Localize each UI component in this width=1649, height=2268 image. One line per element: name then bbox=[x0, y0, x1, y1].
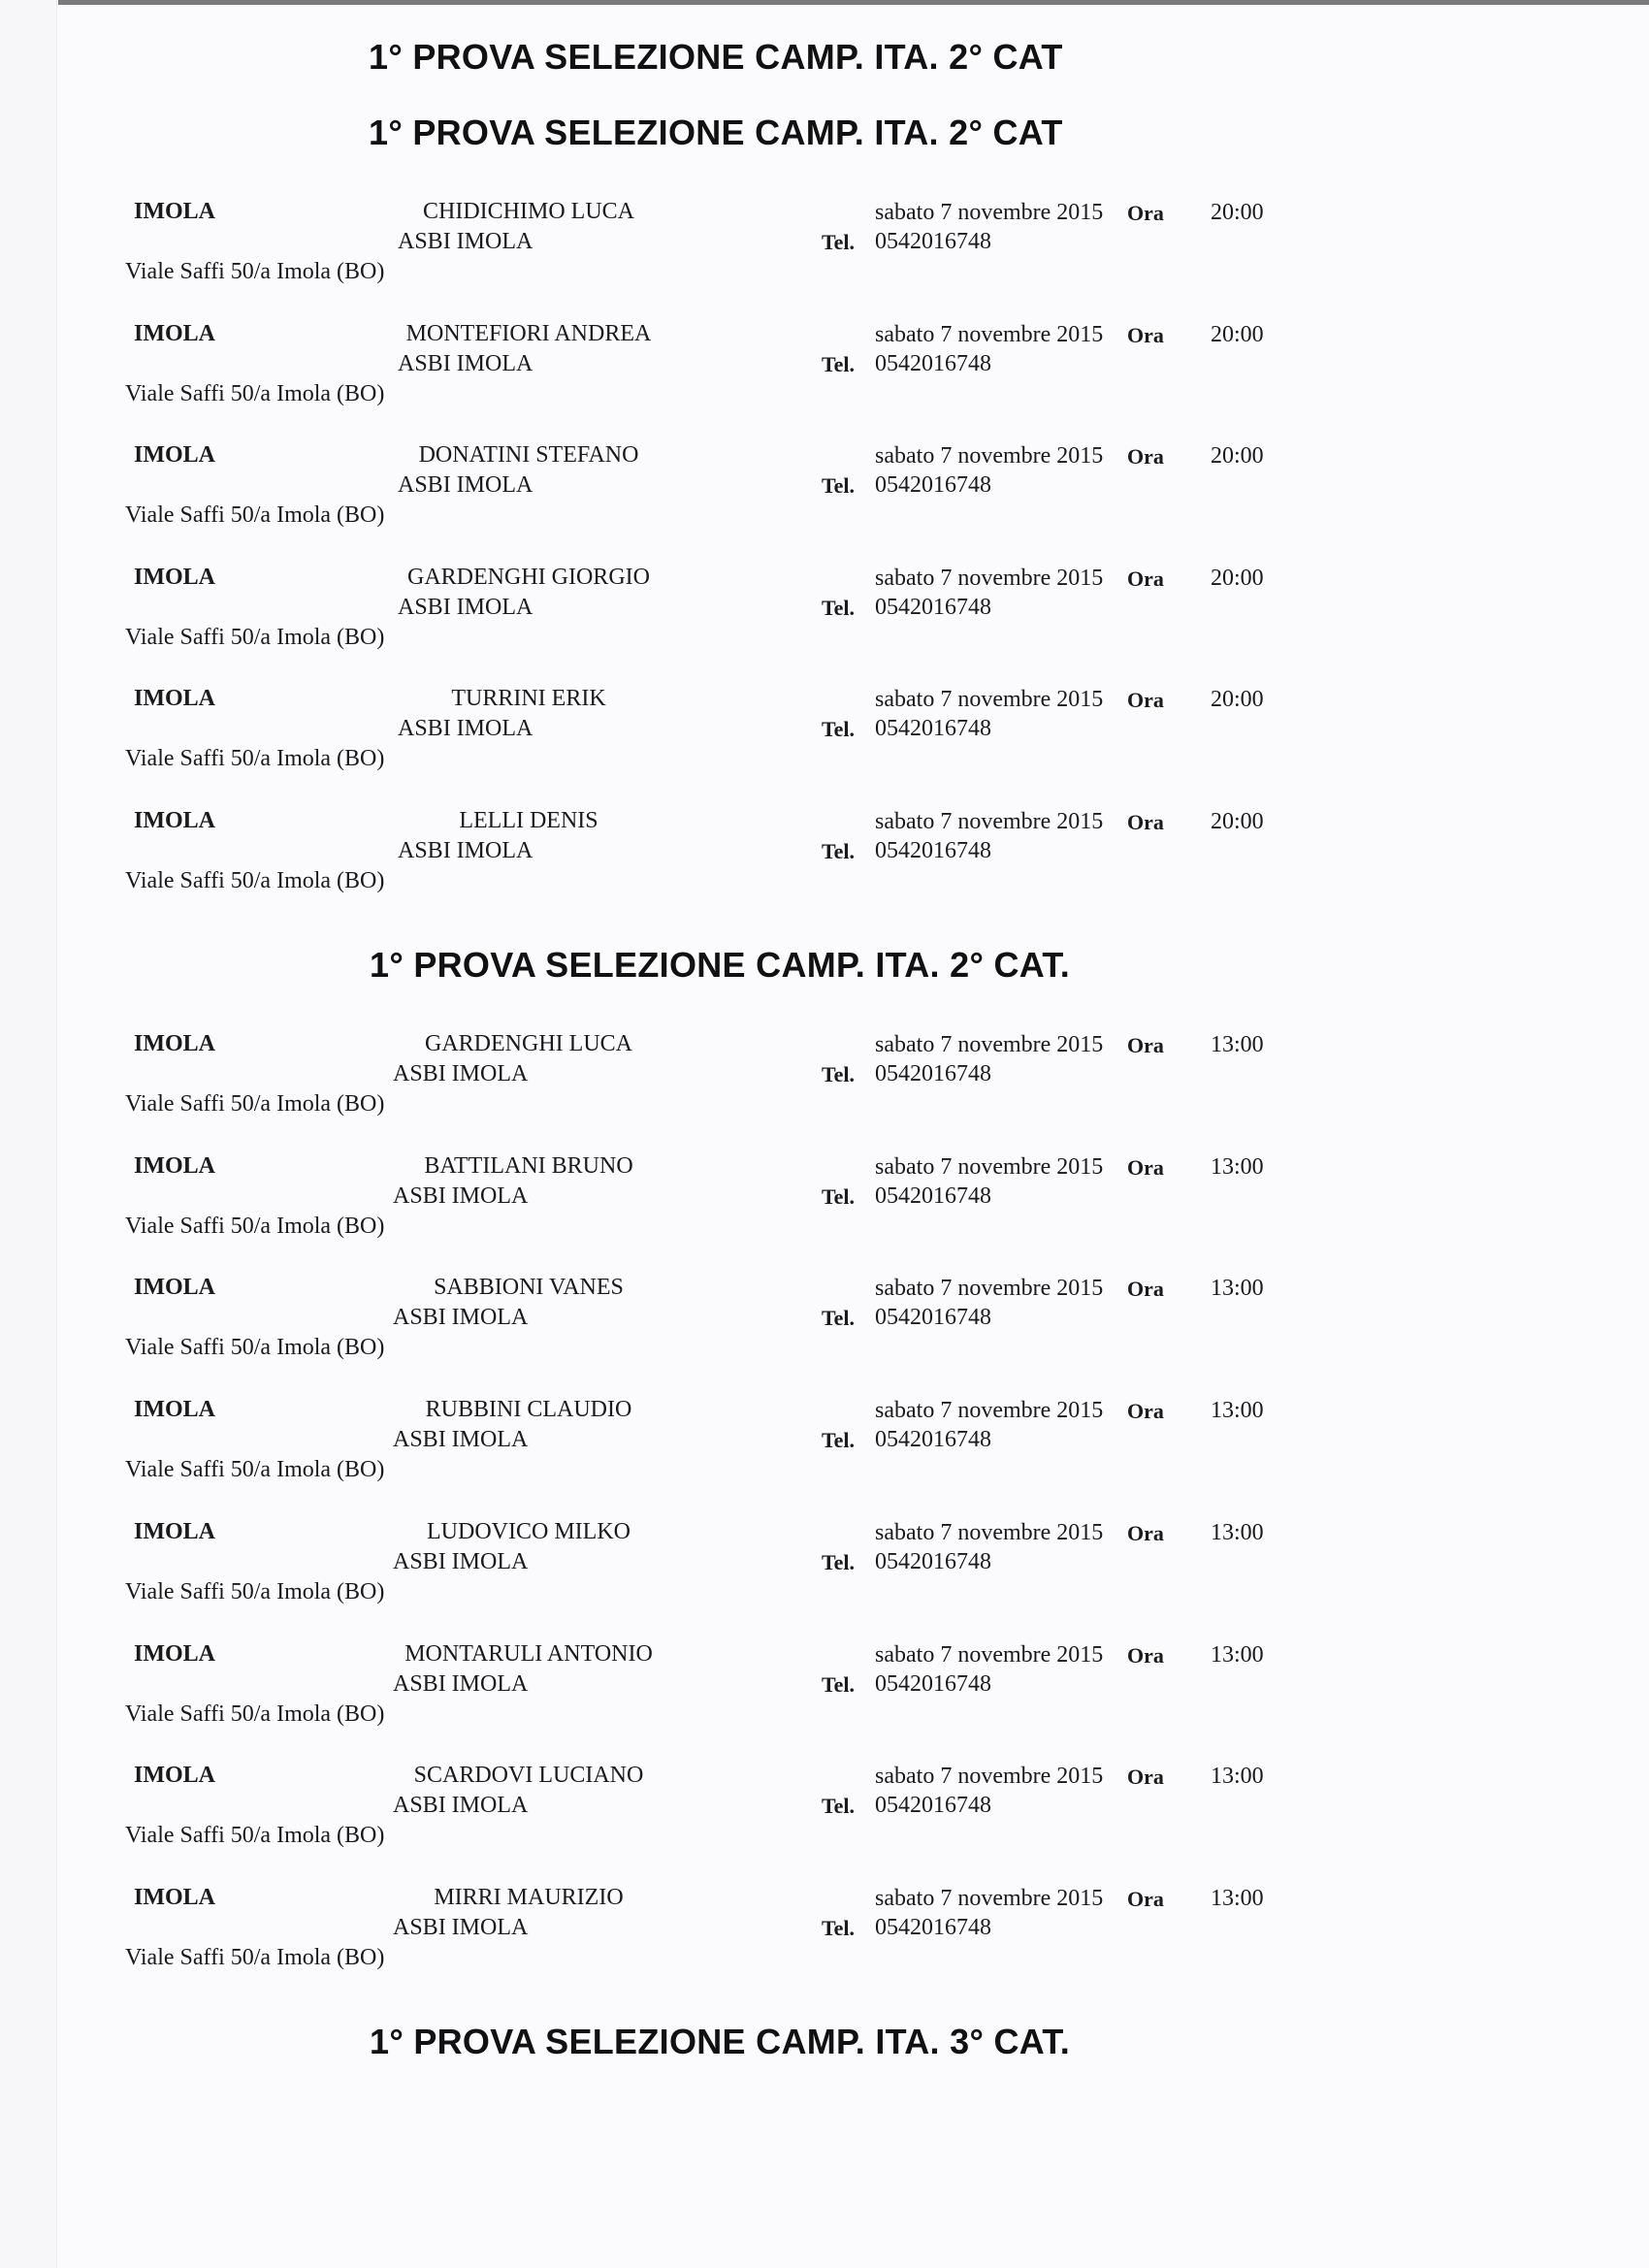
tel-label: Tel. bbox=[822, 839, 856, 863]
city: IMOLA bbox=[134, 1031, 215, 1056]
list-item bbox=[0, 686, 1649, 793]
date: sabato 7 novembre 2015 bbox=[875, 200, 1104, 225]
phone: 0542016748 bbox=[875, 1427, 991, 1452]
city: IMOLA bbox=[134, 808, 215, 833]
list-item bbox=[0, 1763, 1649, 1869]
ora-label: Ora bbox=[1127, 688, 1164, 712]
address: Viale Saffi 50/a Imola (BO) bbox=[125, 1091, 385, 1117]
list-item bbox=[0, 1397, 1649, 1504]
club: ASBI IMOLA bbox=[393, 1183, 529, 1209]
date: sabato 7 novembre 2015 bbox=[875, 1642, 1104, 1668]
club: ASBI IMOLA bbox=[398, 472, 534, 498]
city: IMOLA bbox=[134, 686, 215, 711]
address: Viale Saffi 50/a Imola (BO) bbox=[125, 502, 385, 528]
player-name: MONTARULI ANTONIO bbox=[404, 1641, 653, 1667]
city: IMOLA bbox=[134, 1885, 215, 1910]
date: sabato 7 novembre 2015 bbox=[875, 1520, 1104, 1545]
tel-label: Tel. bbox=[822, 717, 856, 741]
ora-label: Ora bbox=[1127, 1033, 1164, 1057]
ora-label: Ora bbox=[1127, 1887, 1164, 1911]
phone: 0542016748 bbox=[875, 472, 991, 498]
phone: 0542016748 bbox=[875, 1183, 991, 1209]
list-item bbox=[0, 1519, 1649, 1626]
scan-edge-top bbox=[58, 0, 1649, 5]
time: 13:00 bbox=[1211, 1154, 1264, 1180]
phone: 0542016748 bbox=[875, 595, 991, 620]
city: IMOLA bbox=[134, 1763, 215, 1788]
tel-label: Tel. bbox=[822, 1428, 856, 1452]
date: sabato 7 novembre 2015 bbox=[875, 566, 1104, 591]
time: 13:00 bbox=[1211, 1398, 1264, 1423]
time: 13:00 bbox=[1211, 1886, 1264, 1911]
address: Viale Saffi 50/a Imola (BO) bbox=[125, 381, 385, 406]
list-item bbox=[0, 1641, 1649, 1748]
ora-label: Ora bbox=[1127, 1399, 1164, 1423]
ora-label: Ora bbox=[1127, 201, 1164, 225]
club: ASBI IMOLA bbox=[398, 716, 534, 741]
section-title: 1° PROVA SELEZIONE CAMP. ITA. 3° CAT. bbox=[370, 2022, 1070, 2061]
ora-label: Ora bbox=[1127, 1155, 1164, 1180]
player-name: GARDENGHI LUCA bbox=[425, 1031, 632, 1056]
city: IMOLA bbox=[134, 321, 215, 346]
city: IMOLA bbox=[134, 1275, 215, 1300]
time: 13:00 bbox=[1211, 1520, 1264, 1545]
date: sabato 7 novembre 2015 bbox=[875, 1032, 1104, 1057]
list-item bbox=[0, 321, 1649, 428]
tel-label: Tel. bbox=[822, 1550, 856, 1574]
city: IMOLA bbox=[134, 1519, 215, 1544]
time: 20:00 bbox=[1211, 687, 1264, 712]
date: sabato 7 novembre 2015 bbox=[875, 1398, 1104, 1423]
ora-label: Ora bbox=[1127, 444, 1164, 469]
ora-label: Ora bbox=[1127, 1521, 1164, 1545]
list-item bbox=[0, 1885, 1649, 1992]
time: 13:00 bbox=[1211, 1764, 1264, 1789]
ora-label: Ora bbox=[1127, 1277, 1164, 1301]
player-name: DONATINI STEFANO bbox=[418, 442, 639, 468]
club: ASBI IMOLA bbox=[393, 1915, 529, 1940]
player-name: MONTEFIORI ANDREA bbox=[405, 321, 652, 346]
time: 20:00 bbox=[1211, 322, 1264, 347]
club: ASBI IMOLA bbox=[393, 1305, 529, 1330]
address: Viale Saffi 50/a Imola (BO) bbox=[125, 746, 385, 771]
club: ASBI IMOLA bbox=[398, 351, 534, 376]
city: IMOLA bbox=[134, 1397, 215, 1422]
list-item bbox=[0, 1275, 1649, 1381]
club: ASBI IMOLA bbox=[398, 595, 534, 620]
club: ASBI IMOLA bbox=[393, 1671, 529, 1697]
club: ASBI IMOLA bbox=[393, 1061, 529, 1086]
phone: 0542016748 bbox=[875, 716, 991, 741]
city: IMOLA bbox=[134, 565, 215, 590]
phone: 0542016748 bbox=[875, 1549, 991, 1574]
tel-label: Tel. bbox=[822, 1672, 856, 1697]
phone: 0542016748 bbox=[875, 1793, 991, 1818]
ora-label: Ora bbox=[1127, 567, 1164, 591]
address: Viale Saffi 50/a Imola (BO) bbox=[125, 868, 385, 893]
tel-label: Tel. bbox=[822, 596, 856, 620]
ora-label: Ora bbox=[1127, 1643, 1164, 1668]
address: Viale Saffi 50/a Imola (BO) bbox=[125, 1579, 385, 1604]
club: ASBI IMOLA bbox=[393, 1427, 529, 1452]
list-item bbox=[0, 808, 1649, 915]
list-item bbox=[0, 565, 1649, 671]
city: IMOLA bbox=[134, 442, 215, 468]
player-name: GARDENGHI GIORGIO bbox=[407, 565, 650, 590]
list-item bbox=[0, 1031, 1649, 1138]
phone: 0542016748 bbox=[875, 1915, 991, 1940]
date: sabato 7 novembre 2015 bbox=[875, 809, 1104, 834]
player-name: LUDOVICO MILKO bbox=[427, 1519, 630, 1544]
tel-label: Tel. bbox=[822, 1184, 856, 1209]
date: sabato 7 novembre 2015 bbox=[875, 443, 1104, 469]
club: ASBI IMOLA bbox=[398, 229, 534, 254]
address: Viale Saffi 50/a Imola (BO) bbox=[125, 259, 385, 284]
address: Viale Saffi 50/a Imola (BO) bbox=[125, 1214, 385, 1239]
time: 13:00 bbox=[1211, 1276, 1264, 1301]
city: IMOLA bbox=[134, 199, 215, 224]
address: Viale Saffi 50/a Imola (BO) bbox=[125, 1945, 385, 1970]
date: sabato 7 novembre 2015 bbox=[875, 1764, 1104, 1789]
ora-label: Ora bbox=[1127, 1765, 1164, 1789]
address: Viale Saffi 50/a Imola (BO) bbox=[125, 1823, 385, 1848]
address: Viale Saffi 50/a Imola (BO) bbox=[125, 1701, 385, 1727]
section-title: 1° PROVA SELEZIONE CAMP. ITA. 2° CAT bbox=[369, 113, 1063, 152]
date: sabato 7 novembre 2015 bbox=[875, 687, 1104, 712]
tel-label: Tel. bbox=[822, 352, 856, 376]
club: ASBI IMOLA bbox=[393, 1549, 529, 1574]
phone: 0542016748 bbox=[875, 1305, 991, 1330]
time: 13:00 bbox=[1211, 1032, 1264, 1057]
tel-label: Tel. bbox=[822, 473, 856, 498]
tel-label: Tel. bbox=[822, 1306, 856, 1330]
time: 20:00 bbox=[1211, 200, 1264, 225]
tel-label: Tel. bbox=[822, 1794, 856, 1818]
phone: 0542016748 bbox=[875, 351, 991, 376]
time: 13:00 bbox=[1211, 1642, 1264, 1668]
section-title: 1° PROVA SELEZIONE CAMP. ITA. 2° CAT. bbox=[370, 945, 1070, 985]
club: ASBI IMOLA bbox=[393, 1793, 529, 1818]
date: sabato 7 novembre 2015 bbox=[875, 322, 1104, 347]
date: sabato 7 novembre 2015 bbox=[875, 1154, 1104, 1180]
phone: 0542016748 bbox=[875, 229, 991, 254]
list-item bbox=[0, 1153, 1649, 1260]
player-name: CHIDICHIMO LUCA bbox=[423, 199, 634, 224]
city: IMOLA bbox=[134, 1641, 215, 1667]
section-title: 1° PROVA SELEZIONE CAMP. ITA. 2° CAT bbox=[369, 37, 1063, 77]
player-name: SCARDOVI LUCIANO bbox=[413, 1763, 644, 1788]
tel-label: Tel. bbox=[822, 1062, 856, 1086]
club: ASBI IMOLA bbox=[398, 838, 534, 863]
time: 20:00 bbox=[1211, 443, 1264, 469]
time: 20:00 bbox=[1211, 809, 1264, 834]
phone: 0542016748 bbox=[875, 1671, 991, 1697]
player-name: RUBBINI CLAUDIO bbox=[425, 1397, 632, 1422]
tel-label: Tel. bbox=[822, 230, 856, 254]
address: Viale Saffi 50/a Imola (BO) bbox=[125, 625, 385, 650]
address: Viale Saffi 50/a Imola (BO) bbox=[125, 1457, 385, 1482]
ora-label: Ora bbox=[1127, 323, 1164, 347]
time: 20:00 bbox=[1211, 566, 1264, 591]
date: sabato 7 novembre 2015 bbox=[875, 1276, 1104, 1301]
player-name: MIRRI MAURIZIO bbox=[434, 1885, 624, 1910]
address: Viale Saffi 50/a Imola (BO) bbox=[125, 1335, 385, 1360]
phone: 0542016748 bbox=[875, 1061, 991, 1086]
city: IMOLA bbox=[134, 1153, 215, 1179]
phone: 0542016748 bbox=[875, 838, 991, 863]
player-name: BATTILANI BRUNO bbox=[424, 1153, 633, 1179]
player-name: LELLI DENIS bbox=[459, 808, 598, 833]
player-name: SABBIONI VANES bbox=[434, 1275, 624, 1300]
ora-label: Ora bbox=[1127, 810, 1164, 834]
player-name: TURRINI ERIK bbox=[451, 686, 606, 711]
list-item bbox=[0, 442, 1649, 549]
list-item bbox=[0, 199, 1649, 306]
date: sabato 7 novembre 2015 bbox=[875, 1886, 1104, 1911]
tel-label: Tel. bbox=[822, 1916, 856, 1940]
